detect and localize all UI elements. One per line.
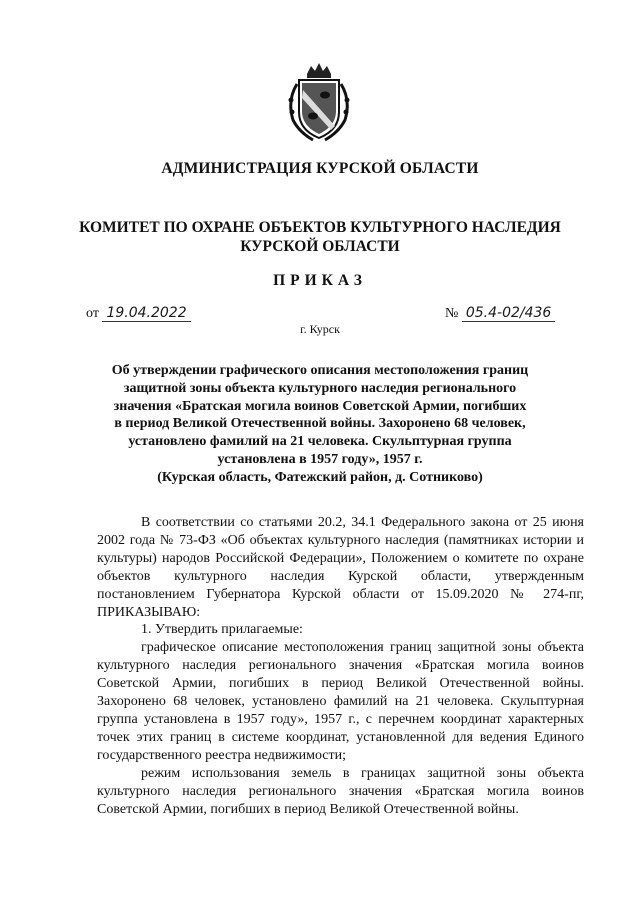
- number-label: №: [445, 306, 459, 321]
- clause-item-paragraph: графическое описание местоположения границ защитной зоны объекта культурного наследия регионального значения «Братская могила воинов Советской Армии, погибших в период Великой Отечественной войны. Захоронено 68 человек, установлено фамилий на 21 человека. Скульптурная группа установлена в 1957 году», 1957 г., с перечнем координат характерных точек этих границ в системе координат, установленной для ведения Единого государственного реестра недвижимости;: [97, 640, 584, 763]
- subject-line: установлено фамилий на 21 человека. Скульптурная группа: [128, 434, 512, 450]
- subject-line: установлена в 1957 году», 1957 г.: [217, 451, 423, 467]
- order-body: [97, 514, 584, 818]
- committee-line-1: КОМИТЕТ ПО ОХРАНЕ ОБЪЕКТОВ КУЛЬТУРНОГО НАСЛЕДИЯ: [79, 219, 561, 236]
- issuer-title: АДМИНИСТРАЦИЯ КУРСКОЙ ОБЛАСТИ: [161, 160, 479, 177]
- order-subject: [100, 362, 540, 487]
- coat-of-arms-icon: [283, 60, 355, 142]
- subject-line: в период Великой Отечественной войны. Захоронено 68 человек,: [114, 416, 526, 432]
- preamble-paragraph: В соответствии со статьями 20.2, 34.1 Федерального закона от 25 июня 2002 года № 73-ФЗ «Об объектах культурного наследия (памятниках истории и культуры) народов Российской Федерации», Положением о комитете по охране объектов культурного наследия Курской области, утвержденным постановлением Губернатора Курской области от 15.09.2020 № 274-пг, ПРИКАЗЫВАЮ:: [97, 515, 584, 620]
- order-date: [86, 305, 191, 322]
- committee-line-2: КУРСКОЙ ОБЛАСТИ: [240, 238, 400, 255]
- clause-item-paragraph: режим использования земель в границах защитной зоны объекта культурного наследия регионального значения «Братская могила воинов Советской Армии, погибших в период Великой Отечественной войны.: [97, 765, 584, 817]
- document-type: ПРИКАЗ: [273, 272, 367, 289]
- date-label: от: [86, 306, 99, 321]
- subject-line: значения «Братская могила воинов Советской Армии, погибших: [113, 398, 527, 414]
- clause-paragraph: 1. Утвердить прилагаемые:: [141, 622, 303, 638]
- date-value: 19.04.2022: [102, 305, 190, 322]
- subject-line: (Курская область, Фатежский район, д. Сотниково): [157, 469, 483, 485]
- subject-line: Об утверждении графического описания местоположения границ: [111, 363, 529, 378]
- subject-line: защитной зоны объекта культурного наследия регионального: [123, 380, 517, 396]
- committee-title: [0, 218, 640, 256]
- number-value: 05.4-02/436: [462, 305, 555, 322]
- order-number: [445, 305, 555, 322]
- city: г. Курск: [300, 322, 340, 336]
